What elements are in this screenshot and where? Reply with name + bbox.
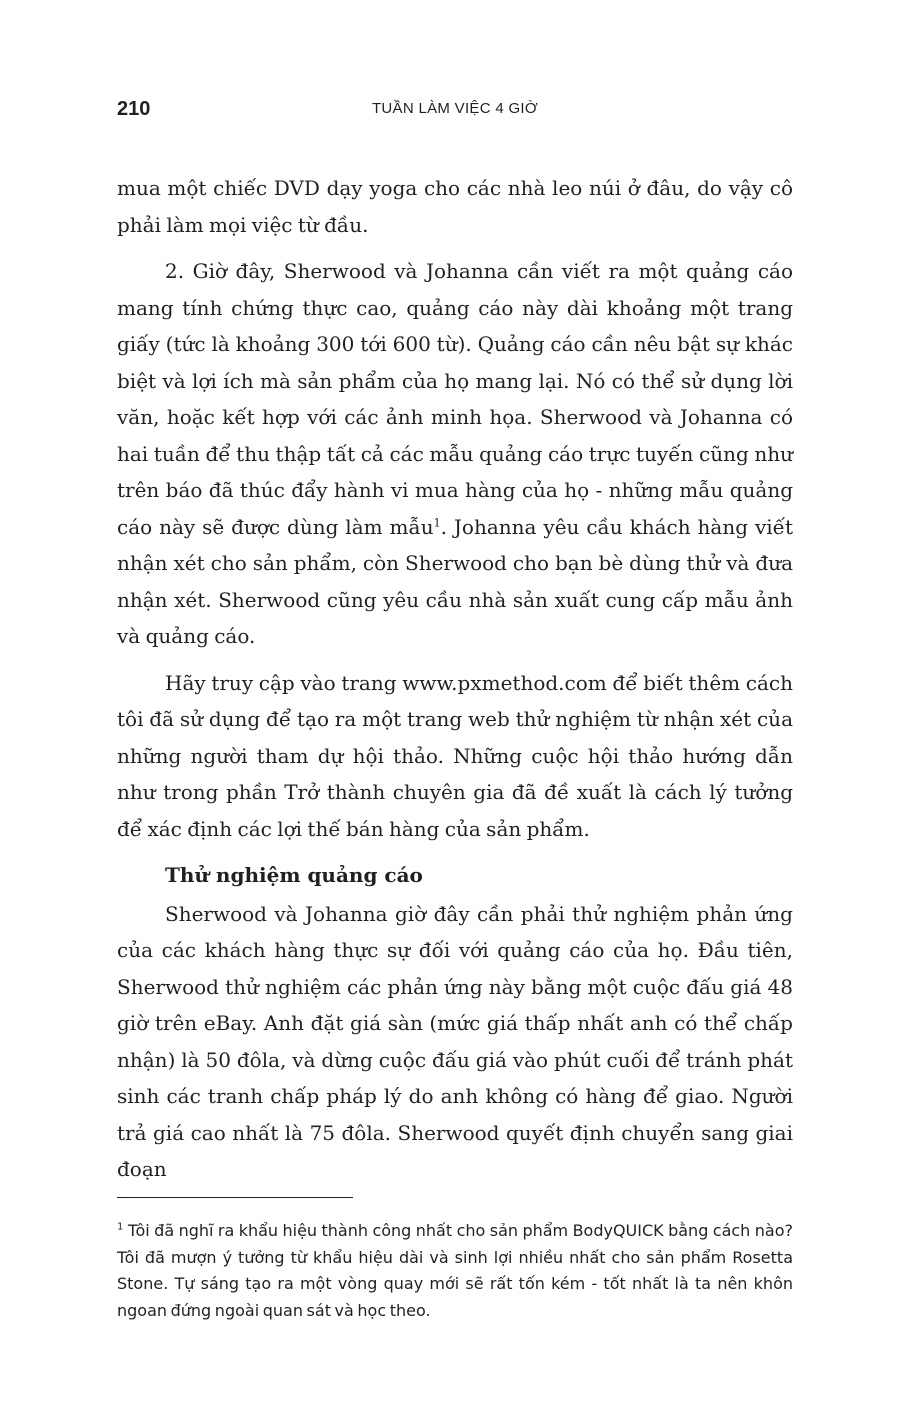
- body-text: [117, 170, 793, 1198]
- footnote-divider: [117, 1197, 353, 1198]
- page-number: 210: [117, 98, 151, 120]
- footnote-reference: 1: [433, 515, 441, 529]
- paragraph-step-2-part-1: 2. Giờ đây, Sherwood và Johanna cần viết ra một quảng cáo mang tính chứng thực cao, quảng cáo này dài khoảng một trang giấy (tức là khoảng 300 tới 600 từ). Quảng cáo cần nêu bật sự khác biệt và lợi ích mà sản phẩm của họ mang lại. Nó có thể sử dụng lời văn, hoặc kết hợp với các ảnh minh họa. Sherwood và Johanna có hai tuần để thu thập tất cả các mẫu quảng cáo trực tuyến cũng như trên báo đã thúc đẩy hành vi mua hàng của họ - những mẫu quảng cáo này sẽ được dùng làm mẫu: [117, 259, 793, 539]
- paragraph-testing: Sherwood và Johanna giờ đây cần phải thử nghiệm phản ứng của các khách hàng thực sự đối với quảng cáo của họ. Đầu tiên, Sherwood thử nghiệm các phản ứng này bằng một cuộc đấu giá 48 giờ trên eBay. Anh đặt giá sàn (mức giá thấp nhất anh có thể chấp nhận) là 50 đôla, và dừng cuộc đấu giá vào phút cuối để tránh phát sinh các tranh chấp pháp lý do anh không có hàng để giao. Người trả giá cao nhất là 75 đôla. Sherwood quyết định chuyển sang giai đoạn: [117, 901, 793, 1181]
- footnote-text: Tôi đã nghĩ ra khẩu hiệu thành công nhất cho sản phẩm BodyQUICK bằng cách nào? Tôi đã mượn ý tưởng từ khẩu hiệu dài và sinh lợi nhiều nhất cho sản phẩm Rosetta Stone. Tự sáng tạo ra một vòng quay mới sẽ rất tốn kém - tốt nhất là ta nên khôn ngoan đứng ngoài quan sát và học theo.: [117, 1221, 793, 1320]
- paragraph-step-2: [117, 253, 793, 655]
- paragraph-continued: mua một chiếc DVD dạy yoga cho các nhà leo núi ở đâu, do vậy cô phải làm mọi việc từ đầu.: [117, 176, 793, 237]
- paragraph-step-2-part-2: . Johanna yêu cầu khách hàng viết nhận xét cho sản phẩm, còn Sherwood cho bạn bè dùng thử và đưa nhận xét. Sherwood cũng yêu cầu nhà sản xuất cung cấp mẫu ảnh và quảng cáo.: [117, 514, 793, 648]
- running-title: TUẦN LÀM VIỆC 4 GIỜ: [371, 100, 539, 117]
- footnote-marker: 1: [117, 1221, 124, 1233]
- footnote: [117, 1218, 793, 1324]
- page-header: [117, 94, 793, 124]
- section-heading: Thử nghiệm quảng cáo: [165, 863, 423, 887]
- paragraph-pxmethod: Hãy truy cập vào trang www.pxmethod.com để biết thêm cách tôi đã sử dụng để tạo ra một trang web thử nghiệm từ nhận xét của những người tham dự hội thảo. Những cuộc hội thảo hướng dẫn như trong phần Trở thành chuyên gia đã đề xuất là cách lý tưởng để xác định các lợi thế bán hàng của sản phẩm.: [117, 670, 793, 841]
